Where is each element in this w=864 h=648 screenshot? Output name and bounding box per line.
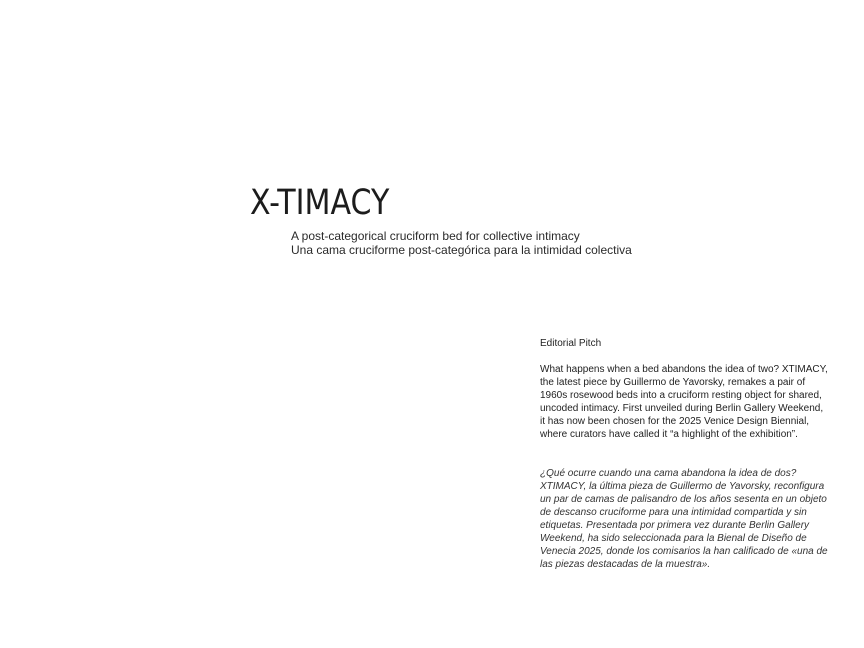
subtitle-block [291, 229, 632, 257]
page-title: X-TIMACY [250, 183, 390, 223]
pitch-heading: Editorial Pitch [540, 338, 602, 349]
subtitle-english: A post-categorical cruciform bed for collective intimacy [291, 229, 580, 243]
pitch-body-spanish: ¿Qué ocurre cuando una cama abandona la idea de dos? XTIMACY, la última pieza de Guillermo de Yavorsky, reconfigura un par de camas de palisandro de los años sesenta en un objeto de descanso cruciforme para una intimidad compartida y sin etiquetas. Presentada por primera vez durante Berlin Gallery Weekend, ha sido seleccionada para la Bienal de Diseño de Venecia 2025, donde los comisarios la han calificado de «una de las piezas destacadas de la muestra». [540, 468, 828, 570]
editorial-pitch [540, 337, 830, 571]
subtitle-spanish: Una cama cruciforme post-categórica para la intimidad colectiva [291, 243, 632, 257]
pitch-body-english: What happens when a bed abandons the idea of two? XTIMACY, the latest piece by Guillermo de Yavorsky, remakes a pair of 1960s rosewood beds into a cruciform resting object for shared, uncoded intimacy. First unveiled during Berlin Gallery Weekend, it has now been chosen for the 2025 Venice Design Biennial, where curators have called it “a highlight of the exhibition”. [540, 364, 828, 440]
